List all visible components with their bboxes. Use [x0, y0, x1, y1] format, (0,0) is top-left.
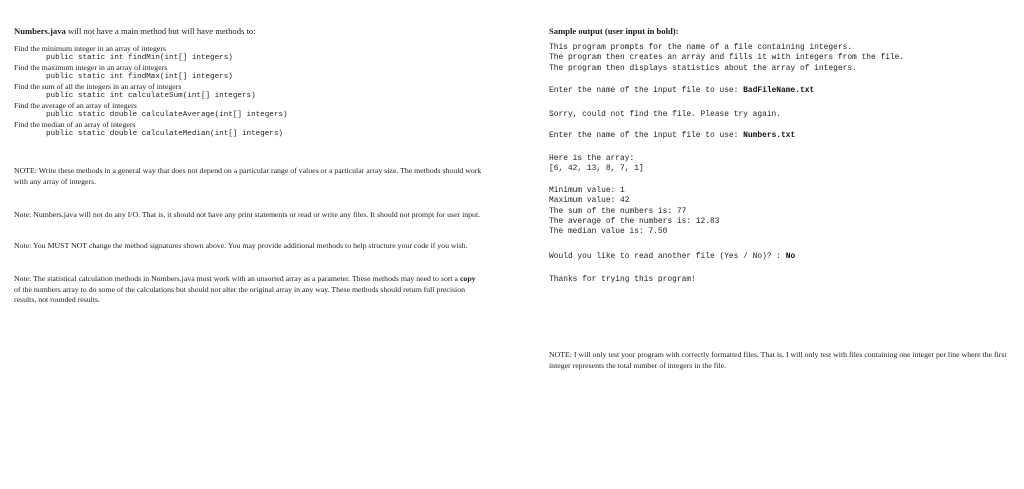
note-no-io: Note: Numbers.java will not do any I/O. That is, it should not have any print statements or read or write any files. It should not prompt for user input.	[14, 210, 481, 219]
right-column	[549, 26, 1009, 284]
note-emphasis: copy	[459, 274, 476, 283]
method-list	[14, 44, 494, 139]
sample-output-heading: Sample output (user input in bold):	[549, 26, 679, 36]
prompt-line-2	[549, 131, 795, 141]
prompt-again	[549, 252, 795, 262]
user-input: BadFileName.txt	[743, 86, 815, 95]
note-text: Note: The statistical calculation methods in Numbers.java must work with an unsorted array as a parameter. These methods may need to sort a	[14, 274, 460, 283]
method-signature: public static int calculateSum(int[] integers)	[46, 91, 256, 100]
method-signature: public static double calculateMedian(int[] integers)	[46, 129, 283, 138]
note-general-methods: NOTE: Write these methods in a general way that does not depend on a particular range of values or a particular array size. The methods should work with any array of integers.	[14, 166, 482, 186]
method-signature: public static int findMax(int[] integers)	[46, 72, 233, 81]
output-line: The sum of the numbers is: 77	[549, 206, 687, 216]
class-name: Numbers.java	[14, 26, 66, 36]
thanks-message: Thanks for trying this program!	[549, 275, 696, 284]
user-input: No	[785, 252, 796, 261]
note-signatures: Note: You MUST NOT change the method signatures shown above. You may provide additional methods to help structure your code if you wish.	[14, 241, 468, 250]
output-line: Maximum value: 42	[549, 196, 630, 206]
prompt-text: Enter the name of the input file to use:	[549, 86, 744, 95]
note-unsorted-array	[14, 274, 484, 306]
heading-text: will not have a main method but will have methods to:	[65, 26, 256, 36]
prompt-line-1	[549, 86, 814, 96]
user-input: Numbers.txt	[743, 131, 796, 140]
program-intro	[549, 43, 904, 74]
output-line: The program then creates an array and fills it with integers from the file.	[549, 53, 905, 63]
output-line: [6, 42, 13, 8, 7, 1]	[549, 164, 644, 174]
statistics-output	[549, 186, 719, 237]
array-output	[549, 154, 644, 175]
method-description: Find the median of an array of integers	[14, 120, 136, 129]
method-signature: public static int findMin(int[] integers)	[46, 53, 233, 62]
left-column	[14, 26, 494, 304]
method-description: Find the minimum integer in an array of integers	[14, 44, 167, 53]
output-line: This program prompts for the name of a file containing integers.	[549, 43, 853, 52]
output-line: The program then displays statistics about the array of integers.	[549, 63, 857, 73]
error-message: Sorry, could not find the file. Please try again.	[549, 110, 782, 119]
method-signature: public static double calculateAverage(int[] integers)	[46, 110, 288, 119]
output-line: The average of the numbers is: 12.83	[549, 216, 720, 226]
method-description: Find the average of an array of integers	[14, 101, 137, 110]
prompt-text: Would you like to read another file (Yes / No)? :	[549, 252, 786, 261]
note-text: of the numbers array to do some of the calculations but should not alter the original array in any way. These methods should return full precision results, not rounded results.	[14, 284, 466, 304]
output-line: Minimum value: 1	[549, 186, 625, 195]
method-description: Find the sum of all the integers in an array of integers	[14, 82, 182, 91]
output-line: The median value is: 7.50	[549, 227, 668, 237]
method-description: Find the maximum integer in an array of integers	[14, 63, 168, 72]
note-test-files: NOTE: I will only test your program with correctly formatted files. That is, I will only test with files containing one integer per line where the first integer represents the total number of integers in the file.	[549, 350, 1007, 370]
prompt-text: Enter the name of the input file to use:	[549, 131, 744, 140]
assignment-heading	[14, 26, 494, 37]
output-line: Here is the array:	[549, 154, 635, 163]
